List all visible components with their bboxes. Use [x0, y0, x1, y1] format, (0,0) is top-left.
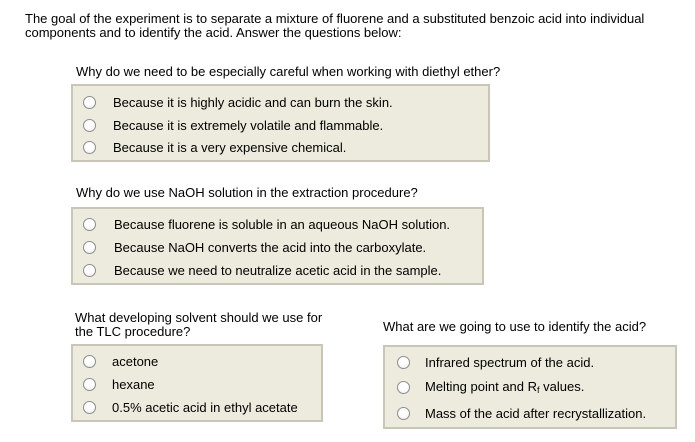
radio-button[interactable] — [83, 355, 96, 368]
question-2-answers — [71, 207, 484, 285]
q1-option-2[interactable] — [73, 115, 383, 135]
q4-option-2-label — [425, 379, 584, 395]
q4-option-3-label: Mass of the acid after recrystallization. — [425, 405, 647, 421]
question-2-prompt: Why do we use NaOH solution in the extraction procedure? — [76, 185, 418, 200]
radio-button[interactable] — [83, 96, 96, 109]
q4-option-1-label: Infrared spectrum of the acid. — [425, 354, 595, 370]
q3-option-1-label: acetone — [112, 353, 159, 369]
q2-option-3-label: Because we need to neutralize acetic acid in the sample. — [114, 262, 442, 278]
q3-option-2-label: hexane — [112, 376, 155, 392]
q3-option-3[interactable] — [73, 397, 298, 417]
question-1-prompt: Why do we need to be especially careful when working with diethyl ether? — [76, 64, 501, 79]
q2-option-3[interactable] — [73, 260, 441, 280]
radio-button[interactable] — [83, 401, 96, 414]
question-4-answers — [383, 345, 677, 429]
q3-option-2[interactable] — [73, 374, 155, 394]
q1-option-1[interactable] — [73, 92, 393, 112]
q2-option-2[interactable] — [73, 237, 426, 257]
q1-option-3[interactable] — [73, 137, 346, 157]
q3-option-3-label: 0.5% acetic acid in ethyl acetate — [112, 399, 298, 415]
radio-button[interactable] — [397, 407, 410, 420]
radio-button[interactable] — [397, 381, 410, 394]
intro-text: The goal of the experiment is to separate a mixture of fluorene and a substituted benzoic acid into individual components and to identify the acid. Answer the questions below: — [25, 11, 645, 40]
q1-option-2-label: Because it is extremely volatile and flammable. — [113, 117, 384, 133]
radio-button[interactable] — [83, 264, 96, 277]
q4-option-2-text: Melting point and R — [425, 379, 538, 394]
q4-option-2[interactable] — [385, 377, 584, 397]
q4-option-1[interactable] — [385, 352, 594, 372]
radio-button[interactable] — [83, 141, 96, 154]
radio-button[interactable] — [83, 119, 96, 132]
q1-option-1-label: Because it is highly acidic and can burn the skin. — [113, 94, 393, 110]
question-3-answers — [71, 344, 323, 422]
radio-button[interactable] — [397, 356, 410, 369]
q2-option-1-label: Because fluorene is soluble in an aqueous NaOH solution. — [114, 216, 451, 232]
question-3-prompt: What developing solvent should we use for the TLC procedure? — [75, 310, 323, 339]
q1-option-3-label: Because it is a very expensive chemical. — [113, 139, 347, 155]
radio-button[interactable] — [83, 218, 96, 231]
q4-option-2-suffix: values. — [539, 379, 585, 394]
q2-option-2-label: Because NaOH converts the acid into the carboxylate. — [114, 239, 427, 255]
rf-subscript: f — [537, 385, 540, 395]
q2-option-1[interactable] — [73, 214, 450, 234]
radio-button[interactable] — [83, 378, 96, 391]
q4-option-3[interactable] — [385, 403, 646, 423]
q3-option-1[interactable] — [73, 351, 158, 371]
question-1-answers — [71, 84, 490, 162]
radio-button[interactable] — [83, 241, 96, 254]
question-4-prompt: What are we going to use to identify the acid? — [383, 319, 647, 334]
